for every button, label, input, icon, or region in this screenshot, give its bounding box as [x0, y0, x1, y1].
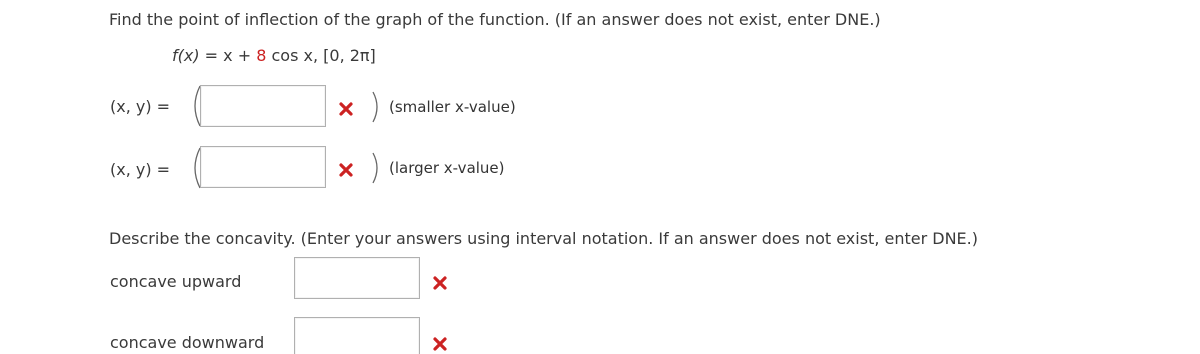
function-coefficient: 8	[256, 46, 267, 65]
concave-upward-input[interactable]	[294, 257, 420, 299]
concave-upward-label: concave upward	[110, 272, 242, 291]
function-name: f(x)	[172, 46, 200, 65]
concave-downward-input[interactable]	[294, 317, 420, 354]
point-label-2: (x, y) =	[110, 160, 171, 179]
question-prompt: Find the point of inflection of the graph of the function. (If an answer does not exist, enter DNE.)	[109, 10, 881, 29]
red-x-icon	[432, 336, 448, 352]
concave-downward-label: concave downward	[110, 333, 265, 352]
point-input-smaller[interactable]	[200, 85, 326, 127]
red-x-icon	[338, 101, 354, 117]
point-input-larger[interactable]	[200, 146, 326, 188]
red-x-icon	[432, 275, 448, 291]
function-definition	[172, 46, 376, 65]
red-x-icon	[338, 162, 354, 178]
function-equals: = x +	[199, 46, 257, 65]
close-paren-icon	[371, 151, 383, 185]
point-hint-smaller: (smaller x-value)	[389, 98, 516, 116]
concavity-prompt: Describe the concavity. (Enter your answers using interval notation. If an answer does not exist, enter DNE.)	[109, 229, 978, 248]
point-hint-larger: (larger x-value)	[389, 159, 505, 177]
close-paren-icon	[371, 90, 383, 124]
point-label-1: (x, y) =	[110, 97, 171, 116]
function-rest: cos x, [0, 2π]	[266, 46, 376, 65]
